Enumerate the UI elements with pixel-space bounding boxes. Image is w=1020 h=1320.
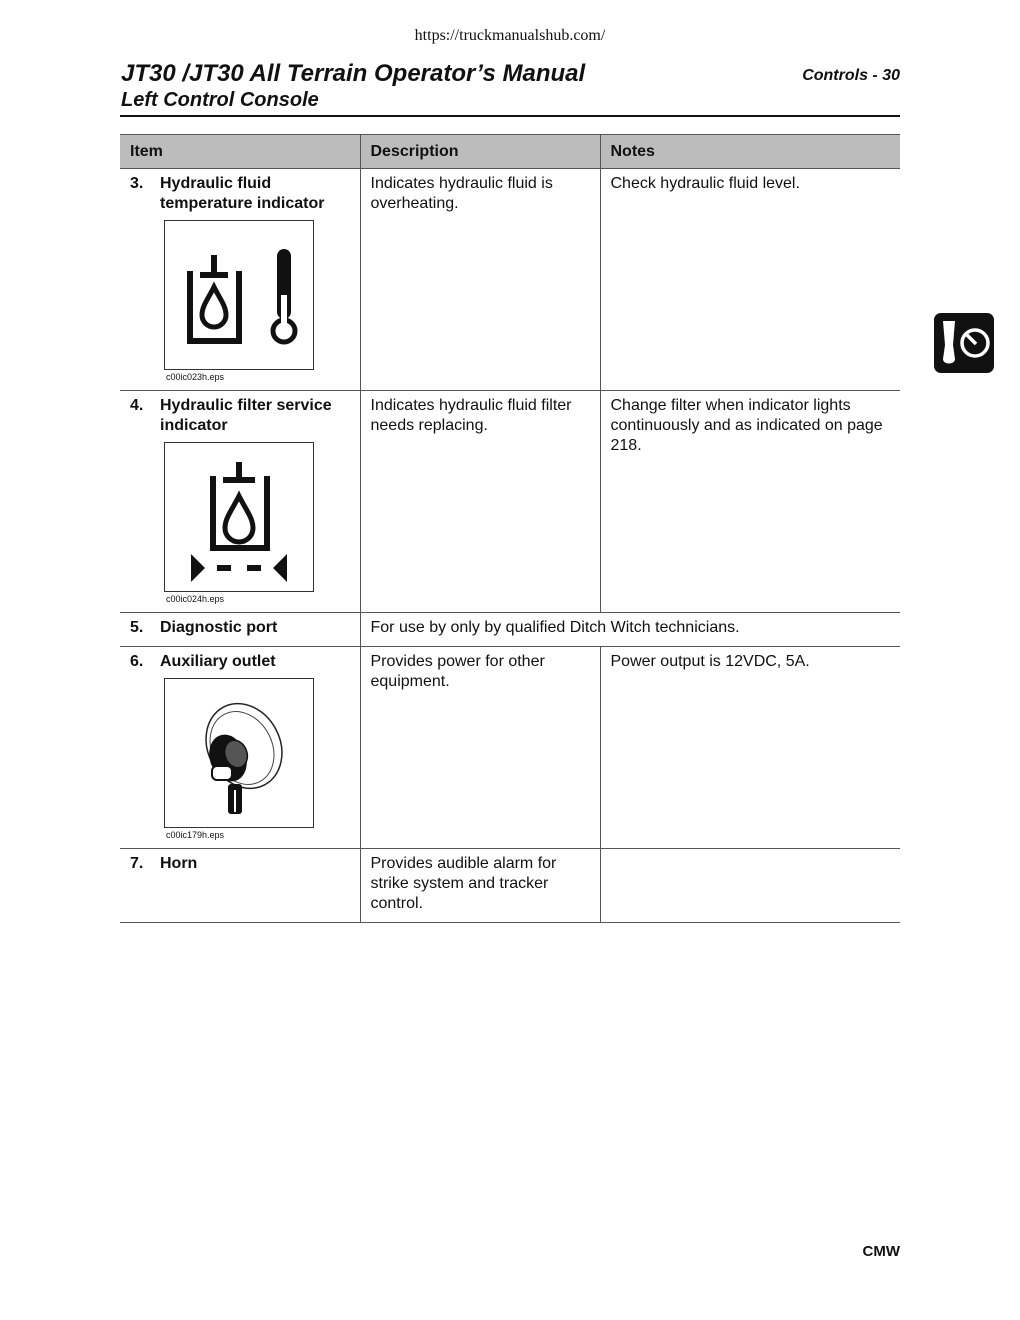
table-header-row [120,135,900,169]
item-name: Auxiliary outlet [160,653,276,670]
item-number: 4. [130,397,144,414]
column-header-description: Description [360,135,600,169]
description-cell: For use by only by qualified Ditch Witch technicians. [360,613,900,647]
hydraulic-filter-icon [164,442,314,592]
item-number: 6. [130,653,144,670]
item-number: 3. [130,175,144,192]
column-header-item: Item [120,135,360,169]
table-row [120,391,900,613]
item-name: Hydraulic fluid temperature indicator [160,175,325,212]
description-cell: Provides audible alarm for strike system and tracker control. [360,849,600,923]
notes-cell [600,849,900,923]
description-cell: Indicates hydraulic fluid is overheating. [360,169,600,391]
item-name: Diagnostic port [160,619,278,636]
table-row [120,613,900,647]
item-cell [120,647,360,849]
table-row [120,647,900,849]
figure-label: c00ic023h.eps [166,372,225,382]
item-cell [120,613,360,647]
figure-label: c00ic179h.eps [166,830,225,840]
column-header-notes: Notes [600,135,900,169]
footer-code: CMW [862,1243,900,1260]
table-row [120,169,900,391]
description-cell: Indicates hydraulic fluid filter needs replacing. [360,391,600,613]
item-number: 7. [130,855,144,872]
item-cell [120,169,360,391]
section-title: Left Control Console [121,89,319,111]
hydraulic-temperature-icon [164,220,314,370]
notes-cell: Check hydraulic fluid level. [600,169,900,391]
item-cell [120,391,360,613]
header-divider [120,115,900,117]
notes-cell: Power output is 12VDC, 5A. [600,647,900,849]
item-name: Hydraulic filter service indicator [160,397,332,434]
auxiliary-outlet-icon [164,678,314,828]
table-row [120,849,900,923]
item-number: 5. [130,619,144,636]
manual-title: JT30 /JT30 All Terrain Operator’s Manual [121,60,586,87]
controls-lever-gauge-icon [934,313,994,373]
description-cell: Provides power for other equipment. [360,647,600,849]
item-name: Horn [160,855,198,872]
notes-cell: Change filter when indicator lights continuously and as indicated on page 218. [600,391,900,613]
controls-table [120,134,900,923]
page-reference: Controls - 30 [802,67,900,84]
figure-label: c00ic024h.eps [166,594,225,604]
item-cell [120,849,360,923]
source-url[interactable]: https://truckmanualshub.com/ [414,27,606,44]
